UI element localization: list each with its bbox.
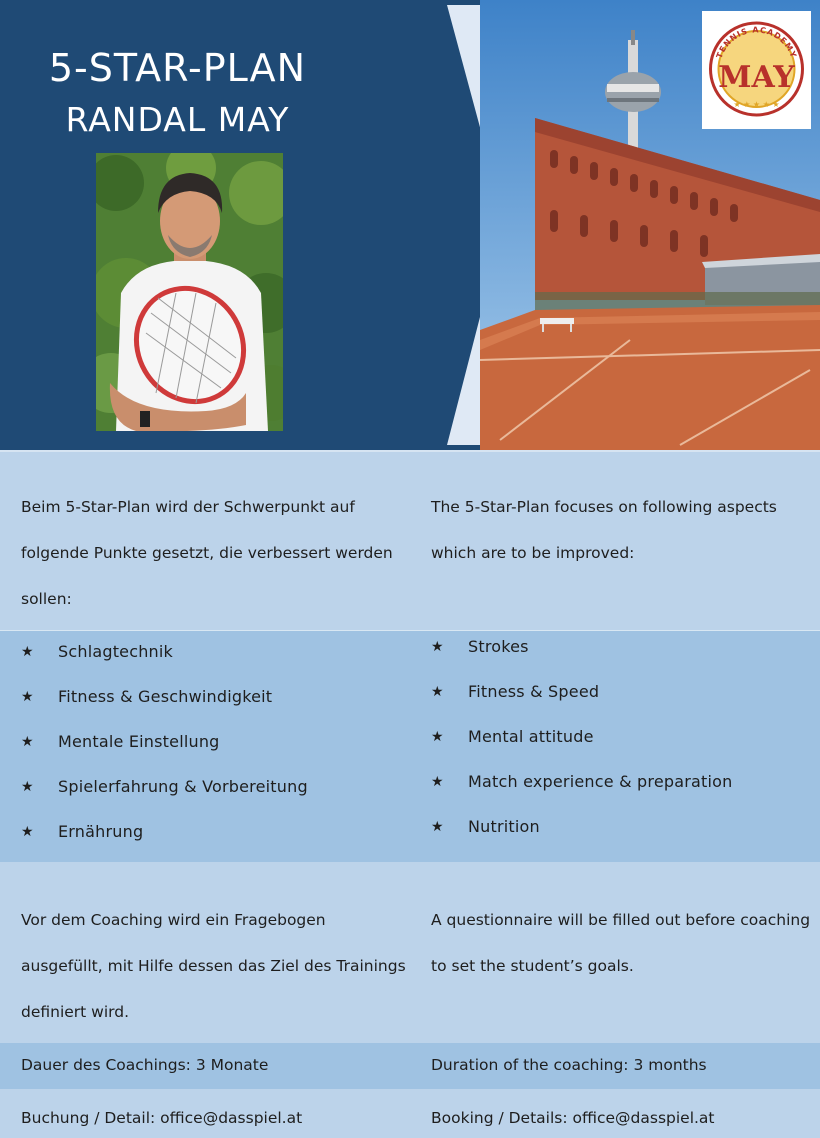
- focus-point-de: [21, 775, 406, 820]
- duration-de: Dauer des Coachings: 3 Monate: [21, 1056, 269, 1074]
- header-divider: [0, 450, 820, 452]
- focus-point-label: Ernährung: [58, 822, 144, 841]
- focus-point-de: [21, 640, 406, 685]
- star-icon: ★: [21, 734, 34, 750]
- focus-point-label: Fitness & Geschwindigkeit: [58, 687, 273, 706]
- questionnaire-text-en: A questionnaire will be filled out before coaching to set the student’s goals.: [431, 911, 811, 975]
- focus-point-en: [431, 635, 811, 680]
- duration-en: Duration of the coaching: 3 months: [431, 1056, 707, 1074]
- focus-point-en: [431, 815, 811, 860]
- focus-point-label: Schlagtechnik: [58, 642, 174, 661]
- focus-point-label: Nutrition: [468, 817, 540, 836]
- logo-stars: ★ ★ ★ ★ ★: [733, 100, 780, 109]
- intro-text-en: The 5-Star-Plan focuses on following aspects which are to be improved:: [431, 498, 777, 562]
- focus-point-label: Mental attitude: [468, 727, 594, 746]
- focus-point-de: [21, 685, 406, 730]
- focus-point-label: Mentale Einstellung: [58, 732, 220, 751]
- focus-point-label: Match experience & preparation: [468, 772, 733, 791]
- star-icon: ★: [431, 774, 444, 790]
- star-icon: ★: [431, 729, 444, 745]
- focus-points-de: [21, 640, 406, 865]
- coach-name: RANDAL MAY: [65, 100, 290, 139]
- focus-point-de: [21, 820, 406, 865]
- star-icon: ★: [431, 819, 444, 835]
- star-icon: ★: [21, 824, 34, 840]
- star-icon: ★: [21, 644, 34, 660]
- logo-word: MAY: [718, 60, 795, 95]
- intro-text-de: Beim 5-Star-Plan wird der Schwerpunkt auf folgende Punkte gesetzt, die verbessert werden sollen:: [21, 498, 393, 608]
- page-title: 5-STAR-PLAN: [48, 46, 307, 90]
- star-icon: ★: [21, 689, 34, 705]
- band-top-line: [0, 630, 820, 631]
- star-icon: ★: [21, 779, 34, 795]
- focus-point-en: [431, 680, 811, 725]
- booking-en: Booking / Details: office@dasspiel.at: [431, 1109, 715, 1127]
- focus-point-label: Strokes: [468, 637, 529, 656]
- booking-de: Buchung / Detail: office@dasspiel.at: [21, 1109, 303, 1127]
- star-icon: ★: [431, 684, 444, 700]
- focus-point-label: Fitness & Speed: [468, 682, 600, 701]
- logo-arc-text: TENNIS ACADEMY: [714, 25, 799, 60]
- focus-point-label: Spielerfahrung & Vorbereitung: [58, 777, 308, 796]
- focus-point-en: [431, 770, 811, 815]
- academy-logo: [702, 11, 811, 129]
- focus-point-en: [431, 725, 811, 770]
- questionnaire-text-de: Vor dem Coaching wird ein Fragebogen ausgefüllt, mit Hilfe dessen das Ziel des Trainings definiert wird.: [21, 911, 406, 1021]
- focus-points-en: [431, 635, 811, 860]
- header-banner: [0, 0, 820, 451]
- focus-point-de: [21, 730, 406, 775]
- star-icon: ★: [431, 639, 444, 655]
